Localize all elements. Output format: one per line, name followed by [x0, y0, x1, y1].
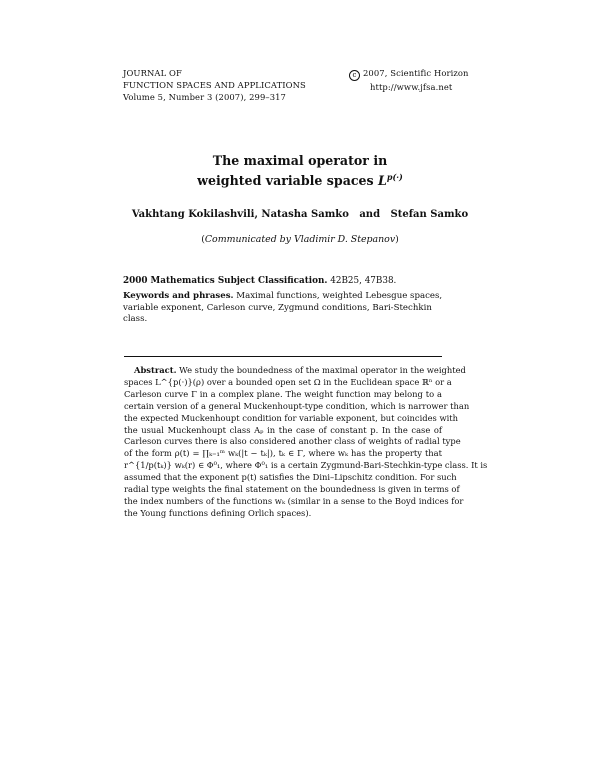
- keywords: [123, 291, 453, 326]
- journal-name-line2: FUNCTION SPACES AND APPLICATIONS: [123, 80, 306, 91]
- abstract-line: radial type weights the final statement on the boundedness is given in terms of: [124, 484, 460, 495]
- abstract-line: Carleson curves there is also considered another class of weights of radial type: [124, 436, 461, 447]
- msc-value: 42B25, 47B38.: [330, 276, 397, 286]
- abstract-line: the usual Muckenhoupt class Aₚ in the case of constant p. In the case of: [124, 424, 442, 435]
- abstract-line: of the form ρ(t) = ∏ₖ₌₁ᵐ wₖ(|t − tₖ|), tₖ ∈ Γ, where wₖ has the property that: [124, 448, 442, 459]
- journal-header: [123, 67, 306, 104]
- abstract-line: the expected Muckenhoupt condition for variable exponent, but coincides with: [124, 412, 458, 423]
- communicated-by: (Communicated by Vladimir D. Stepanov): [201, 234, 399, 245]
- authors: Vakhtang Kokilashvili, Natasha Samko and Stefan Samko: [131, 209, 469, 220]
- abstract-line: the index numbers of the functions wₖ (similar in a sense to the Boyd indices for: [124, 495, 464, 506]
- volume-line: Volume 5, Number 3 (2007), 299–317: [123, 92, 286, 103]
- abstract-divider: [124, 356, 442, 357]
- abstract-line: r^{1/p(tₖ)} wₖ(r) ∈ Φ⁰₁, where Φ⁰₁ is a certain Zygmund-Bari-Stechkin-type class. It is: [124, 460, 488, 471]
- title-math-exponent: p(·): [386, 172, 403, 182]
- abstract-line: Abstract. We study the boundedness of the maximal operator in the weighted: [134, 365, 466, 375]
- copyright-header: [349, 67, 469, 93]
- subject-classification: [123, 275, 483, 287]
- title-math-L: L: [378, 173, 387, 189]
- title-line2: weighted variable spaces $L^{p(\cdot)}$: [197, 172, 403, 189]
- journal-name-line1: JOURNAL OF: [123, 68, 182, 78]
- abstract-line: certain version of a general Muckenhoupt-type condition, which is narrower than: [124, 400, 470, 411]
- msc-label: 2000 Mathematics Subject Classification.: [123, 276, 328, 286]
- keywords-value: Maximal functions, weighted Lebesgue spaces, variable exponent, Carleson curve, Zygmund conditions, Bari-Stechkin class.: [123, 291, 443, 325]
- abstract-label: Abstract.: [134, 365, 177, 375]
- copyright-icon: c: [349, 70, 360, 81]
- title-line1: The maximal operator in: [212, 153, 388, 168]
- copyright-text: 2007, Scientific Horizon: [363, 68, 469, 78]
- keywords-label: Keywords and phrases.: [123, 291, 234, 301]
- abstract-line: spaces L^{p(·)}(ρ) over a bounded open set Ω in the Euclidean space ℝⁿ or a: [124, 376, 452, 387]
- paper-title: [0, 152, 600, 189]
- journal-url[interactable]: http://www.jfsa.net: [370, 82, 453, 92]
- abstract-line: the Young functions defining Orlich spaces).: [124, 507, 312, 518]
- abstract-line: assumed that the exponent p(t) satisfies the Dini–Lipschitz condition. For such: [124, 472, 457, 483]
- abstract-line: Carleson curve Γ in a complex plane. The weight function may belong to a: [124, 388, 442, 399]
- abstract: [124, 365, 488, 520]
